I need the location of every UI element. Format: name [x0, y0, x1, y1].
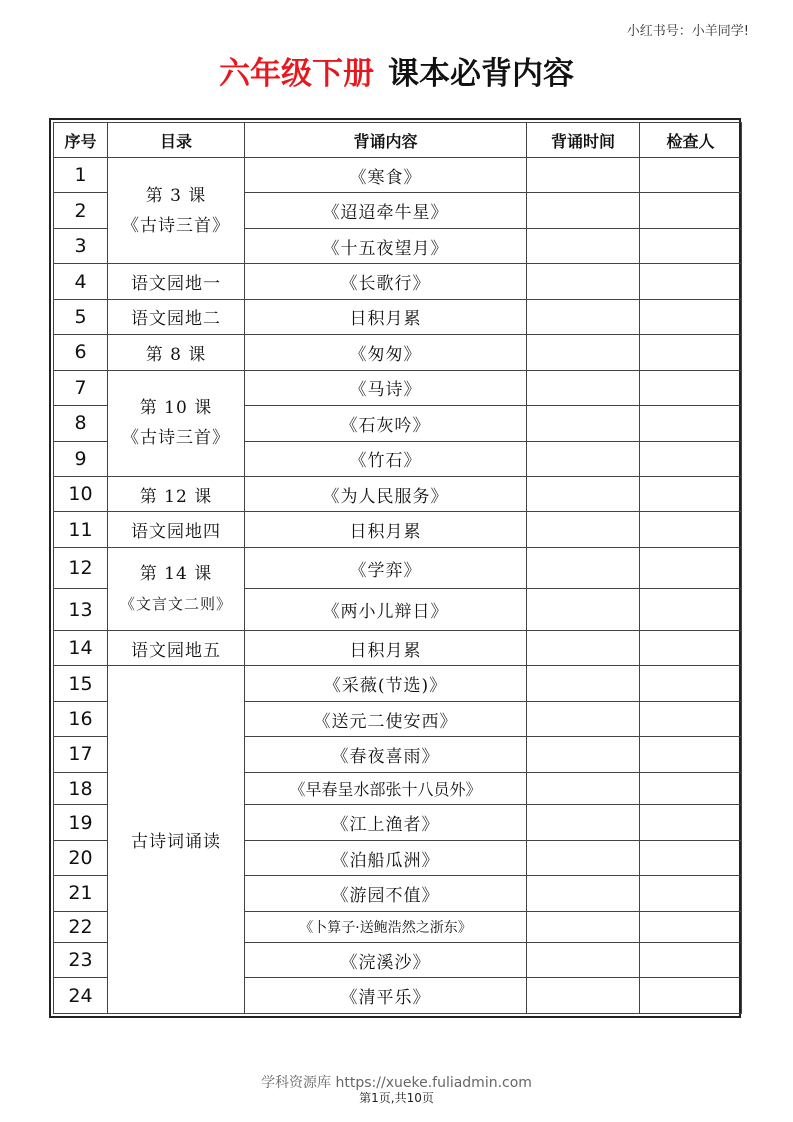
content-cell: 《竹石》	[245, 441, 527, 476]
time-cell[interactable]	[527, 943, 640, 978]
content-cell: 《春夜喜雨》	[245, 737, 527, 772]
recitation-table	[53, 122, 742, 1014]
time-cell[interactable]	[527, 701, 640, 736]
time-cell[interactable]	[527, 876, 640, 911]
directory-cell: 第 8 课	[108, 335, 245, 370]
checker-cell[interactable]	[640, 666, 742, 701]
time-cell[interactable]	[527, 805, 640, 840]
row-number: 20	[54, 840, 108, 875]
content-cell: 《早春呈水部张十八员外》	[245, 772, 527, 805]
time-cell[interactable]	[527, 630, 640, 665]
content-cell: 《采薇(节选)》	[245, 666, 527, 701]
recitation-table-frame	[49, 118, 741, 1018]
time-cell[interactable]	[527, 547, 640, 589]
checker-cell[interactable]	[640, 335, 742, 370]
row-number: 8	[54, 406, 108, 441]
directory-cell: 古诗词诵读	[108, 666, 245, 1014]
row-number: 12	[54, 547, 108, 589]
content-cell: 日积月累	[245, 512, 527, 547]
content-cell: 日积月累	[245, 299, 527, 334]
row-number: 22	[54, 911, 108, 942]
checker-cell[interactable]	[640, 943, 742, 978]
title-grade: 六年级下册	[219, 56, 374, 92]
checker-cell[interactable]	[640, 630, 742, 665]
row-number: 21	[54, 876, 108, 911]
checker-cell[interactable]	[640, 547, 742, 589]
row-number: 7	[54, 370, 108, 405]
time-cell[interactable]	[527, 370, 640, 405]
table-row	[54, 630, 742, 665]
directory-cell	[108, 547, 245, 630]
content-cell: 《十五夜望月》	[245, 228, 527, 263]
directory-line: 《古诗三首》	[122, 428, 230, 449]
content-cell: 《长歌行》	[245, 264, 527, 299]
content-cell: 《清平乐》	[245, 978, 527, 1014]
checker-cell[interactable]	[640, 737, 742, 772]
time-cell[interactable]	[527, 840, 640, 875]
row-number: 9	[54, 441, 108, 476]
content-cell: 日积月累	[245, 630, 527, 665]
header-content: 背诵内容	[245, 123, 527, 158]
directory-cell: 语文园地一	[108, 264, 245, 299]
content-cell: 《寒食》	[245, 158, 527, 193]
directory-line: 第 3 课	[145, 185, 207, 206]
header-index: 序号	[54, 123, 108, 158]
checker-cell[interactable]	[640, 805, 742, 840]
checker-cell[interactable]	[640, 193, 742, 228]
content-cell: 《泊船瓜洲》	[245, 840, 527, 875]
directory-cell	[108, 370, 245, 476]
time-cell[interactable]	[527, 772, 640, 805]
row-number: 10	[54, 476, 108, 511]
time-cell[interactable]	[527, 335, 640, 370]
checker-cell[interactable]	[640, 589, 742, 631]
page-number: 第1页,共10页	[359, 1091, 434, 1105]
table-row	[54, 264, 742, 299]
directory-line: 《文言文二则》	[119, 594, 232, 613]
table-row	[54, 666, 742, 701]
table-row	[54, 370, 742, 405]
directory-cell: 语文园地四	[108, 512, 245, 547]
time-cell[interactable]	[527, 441, 640, 476]
checker-cell[interactable]	[640, 476, 742, 511]
time-cell[interactable]	[527, 158, 640, 193]
row-number: 5	[54, 299, 108, 334]
row-number: 6	[54, 335, 108, 370]
checker-cell[interactable]	[640, 701, 742, 736]
content-cell: 《石灰吟》	[245, 406, 527, 441]
content-cell: 《游园不值》	[245, 876, 527, 911]
time-cell[interactable]	[527, 406, 640, 441]
checker-cell[interactable]	[640, 978, 742, 1014]
row-number: 18	[54, 772, 108, 805]
header-time: 背诵时间	[527, 123, 640, 158]
checker-cell[interactable]	[640, 370, 742, 405]
time-cell[interactable]	[527, 476, 640, 511]
footer-source: 学科资源库 https://xueke.fuliadmin.com	[261, 1075, 532, 1091]
row-number: 1	[54, 158, 108, 193]
time-cell[interactable]	[527, 911, 640, 942]
content-cell: 《为人民服务》	[245, 476, 527, 511]
checker-cell[interactable]	[640, 406, 742, 441]
content-cell: 《卜算子·送鲍浩然之浙东》	[245, 911, 527, 942]
row-number: 17	[54, 737, 108, 772]
directory-cell: 语文园地二	[108, 299, 245, 334]
title-subject: 课本必背内容	[388, 56, 574, 92]
time-cell[interactable]	[527, 737, 640, 772]
content-cell: 《两小儿辩日》	[245, 589, 527, 631]
row-number: 24	[54, 978, 108, 1014]
content-cell: 《浣溪沙》	[245, 943, 527, 978]
corner-note: 小红书号：小羊同学!	[626, 24, 749, 39]
checker-cell[interactable]	[640, 911, 742, 942]
row-number: 23	[54, 943, 108, 978]
time-cell[interactable]	[527, 228, 640, 263]
table-row	[54, 299, 742, 334]
table-row	[54, 476, 742, 511]
checker-cell[interactable]	[640, 876, 742, 911]
content-cell: 《马诗》	[245, 370, 527, 405]
checker-cell[interactable]	[640, 264, 742, 299]
row-number: 16	[54, 701, 108, 736]
directory-cell: 语文园地五	[108, 630, 245, 665]
page-title	[0, 48, 793, 93]
content-cell: 《送元二使安西》	[245, 701, 527, 736]
time-cell[interactable]	[527, 512, 640, 547]
checker-cell[interactable]	[640, 158, 742, 193]
directory-line: 第 14 课	[139, 563, 213, 584]
time-cell[interactable]	[527, 193, 640, 228]
content-cell: 《迢迢牵牛星》	[245, 193, 527, 228]
row-number: 3	[54, 228, 108, 263]
row-number: 11	[54, 512, 108, 547]
checker-cell[interactable]	[640, 299, 742, 334]
content-cell: 《匆匆》	[245, 335, 527, 370]
directory-cell	[108, 158, 245, 264]
checker-cell[interactable]	[640, 840, 742, 875]
table-header-row	[54, 123, 742, 158]
checker-cell[interactable]	[640, 441, 742, 476]
table-row	[54, 335, 742, 370]
checker-cell[interactable]	[640, 772, 742, 805]
time-cell[interactable]	[527, 666, 640, 701]
row-number: 15	[54, 666, 108, 701]
header-directory: 目录	[108, 123, 245, 158]
row-number: 14	[54, 630, 108, 665]
table-row	[54, 158, 742, 193]
checker-cell[interactable]	[640, 228, 742, 263]
time-cell[interactable]	[527, 589, 640, 631]
header-checker: 检查人	[640, 123, 742, 158]
row-number: 2	[54, 193, 108, 228]
directory-line: 《古诗三首》	[122, 215, 230, 236]
time-cell[interactable]	[527, 299, 640, 334]
directory-cell: 第 12 课	[108, 476, 245, 511]
content-cell: 《江上渔者》	[245, 805, 527, 840]
directory-line: 第 10 课	[139, 398, 213, 419]
time-cell[interactable]	[527, 264, 640, 299]
checker-cell[interactable]	[640, 512, 742, 547]
row-number: 13	[54, 589, 108, 631]
row-number: 4	[54, 264, 108, 299]
row-number: 19	[54, 805, 108, 840]
time-cell[interactable]	[527, 978, 640, 1014]
content-cell: 《学弈》	[245, 547, 527, 589]
table-row	[54, 547, 742, 589]
table-row	[54, 512, 742, 547]
